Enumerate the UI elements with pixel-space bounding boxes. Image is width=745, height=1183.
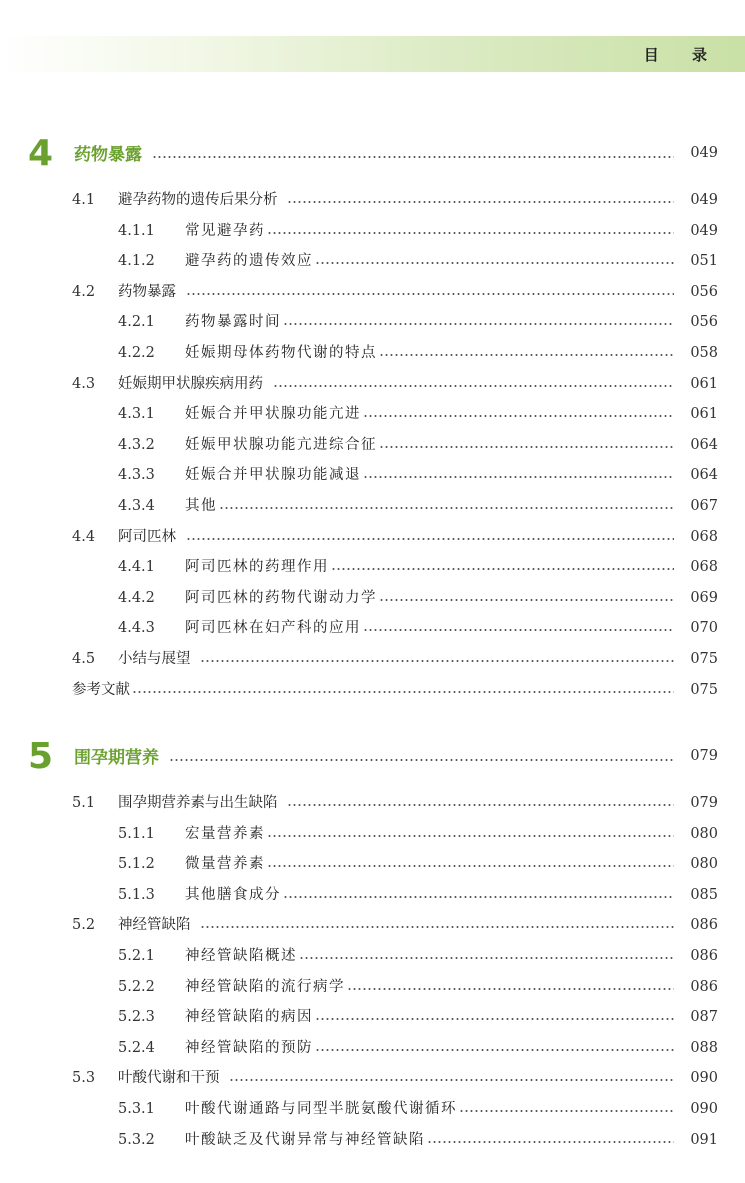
dot-leader xyxy=(363,414,674,418)
dot-leader xyxy=(273,384,674,388)
toc-section-row[interactable] xyxy=(0,188,745,212)
page-number: 061 xyxy=(690,406,718,423)
section-label: 常见避孕药 xyxy=(185,222,265,239)
dot-leader xyxy=(379,445,674,449)
page-number: 069 xyxy=(690,589,718,606)
section-label: 叶酸代谢通路与同型半胱氨酸代谢循环 xyxy=(185,1101,457,1117)
section-number: 5.2.2 xyxy=(118,978,155,995)
toc-section-row[interactable] xyxy=(0,913,745,937)
dot-leader xyxy=(283,322,674,326)
page-number: 056 xyxy=(690,283,718,300)
toc-subsection-row[interactable] xyxy=(0,433,745,457)
dot-leader xyxy=(347,987,674,991)
page-number: 086 xyxy=(690,948,718,964)
page-number: 080 xyxy=(690,856,718,873)
section-number: 5.1.1 xyxy=(118,825,155,842)
toc-subsection-row[interactable] xyxy=(0,1128,745,1152)
section-number: 5.3 xyxy=(72,1070,96,1087)
chapter-title: 药物暴露 xyxy=(74,145,142,165)
page-number: 079 xyxy=(690,795,718,811)
section-label: 叶酸缺乏及代谢异常与神经管缺陷 xyxy=(185,1131,425,1148)
section-label: 避孕药的遗传效应 xyxy=(185,253,313,270)
dot-leader xyxy=(287,803,674,807)
toc-subsection-row[interactable] xyxy=(0,219,745,243)
page-number: 070 xyxy=(690,620,718,637)
toc-subsection-row[interactable] xyxy=(0,975,745,999)
dot-leader xyxy=(379,353,674,357)
section-number: 4.1 xyxy=(72,192,96,208)
dot-leader xyxy=(267,834,674,838)
page-number: 058 xyxy=(690,345,718,361)
section-number: 4.4.3 xyxy=(118,620,155,637)
section-label: 参考文献 xyxy=(72,681,130,698)
section-label: 阿司匹林 xyxy=(118,528,176,545)
page-number: 075 xyxy=(690,651,718,667)
section-number: 5.2.4 xyxy=(118,1039,155,1056)
section-number: 4.2.1 xyxy=(118,314,155,331)
page-number: 080 xyxy=(690,825,718,842)
section-number: 4.4 xyxy=(72,528,96,545)
dot-leader xyxy=(219,506,674,510)
section-number: 4.2 xyxy=(72,283,96,300)
dot-leader xyxy=(331,567,674,571)
dot-leader xyxy=(152,155,674,159)
section-number: 5.3.2 xyxy=(118,1131,155,1148)
page-number: 064 xyxy=(690,467,718,484)
toc-subsection-row[interactable] xyxy=(0,249,745,273)
dot-leader xyxy=(315,261,674,265)
section-number: 4.3.1 xyxy=(118,406,155,423)
page-number: 049 xyxy=(690,145,718,161)
page-number: 088 xyxy=(690,1039,718,1056)
dot-leader xyxy=(283,895,674,899)
toc-subsection-row[interactable] xyxy=(0,555,745,579)
page-number: 068 xyxy=(690,559,718,576)
section-number: 5.1 xyxy=(72,795,96,811)
page-number: 090 xyxy=(690,1101,718,1117)
toc-section-row[interactable] xyxy=(0,280,745,304)
section-number: 4.3 xyxy=(72,375,96,392)
page-number: 087 xyxy=(690,1009,718,1026)
chapter-heading[interactable] xyxy=(0,736,745,777)
toc-subsection-row[interactable] xyxy=(0,1005,745,1029)
dot-leader xyxy=(267,231,674,235)
section-label: 宏量营养素 xyxy=(185,825,265,842)
section-number: 5.2.3 xyxy=(118,1009,155,1026)
dot-leader xyxy=(315,1048,674,1052)
section-label: 神经管缺陷概述 xyxy=(185,948,297,964)
section-label: 神经管缺陷的病因 xyxy=(185,1009,313,1026)
section-label: 神经管缺陷的流行病学 xyxy=(185,978,345,995)
toc-subsection-row[interactable] xyxy=(0,822,745,846)
section-label: 阿司匹林的药理作用 xyxy=(185,559,329,576)
section-label: 药物暴露 xyxy=(118,283,176,300)
section-number: 4.1.2 xyxy=(118,253,155,270)
section-label: 其他 xyxy=(185,498,217,514)
toc-subsection-row[interactable] xyxy=(0,616,745,640)
section-label: 叶酸代谢和干预 xyxy=(118,1070,220,1087)
toc-subsection-row[interactable] xyxy=(0,310,745,334)
dot-leader xyxy=(427,1140,674,1144)
section-label: 围孕期营养素与出生缺陷 xyxy=(118,795,278,811)
toc-section-row[interactable] xyxy=(0,791,745,815)
section-number: 4.2.2 xyxy=(118,345,155,361)
page-number: 049 xyxy=(690,222,718,239)
page-number: 051 xyxy=(690,253,718,270)
toc-subsection-row[interactable] xyxy=(0,852,745,876)
page-number: 086 xyxy=(690,978,718,995)
page-number: 061 xyxy=(690,375,718,392)
page-number: 056 xyxy=(690,314,718,331)
toc-subsection-row[interactable] xyxy=(0,402,745,426)
toc-subsection-row[interactable] xyxy=(0,494,745,518)
dot-leader xyxy=(200,659,674,663)
dot-leader xyxy=(267,864,674,868)
dot-leader xyxy=(186,537,674,541)
section-label: 妊娠合并甲状腺功能减退 xyxy=(185,467,361,484)
section-number: 4.5 xyxy=(72,651,96,667)
section-label: 微量营养素 xyxy=(185,856,265,873)
toc-section-row[interactable] xyxy=(0,372,745,396)
section-number: 5.2 xyxy=(72,917,96,934)
section-number: 4.1.1 xyxy=(118,222,155,239)
toc-subsection-row[interactable] xyxy=(0,1036,745,1060)
section-number: 4.4.1 xyxy=(118,559,155,576)
chapter-number: 4 xyxy=(28,133,54,174)
page-number: 064 xyxy=(690,436,718,453)
dot-leader xyxy=(299,956,674,960)
page-number: 091 xyxy=(690,1131,718,1148)
dot-leader xyxy=(229,1078,674,1082)
page-number: 090 xyxy=(690,1070,718,1087)
section-label: 妊娠甲状腺功能亢进综合征 xyxy=(185,436,377,453)
section-label: 阿司匹林在妇产科的应用 xyxy=(185,620,361,637)
section-label: 妊娠合并甲状腺功能亢进 xyxy=(185,406,361,423)
section-label: 药物暴露时间 xyxy=(185,314,281,331)
section-label: 神经管缺陷的预防 xyxy=(185,1039,313,1056)
toc-subsection-row[interactable] xyxy=(0,586,745,610)
page-number: 049 xyxy=(690,192,718,208)
page-number: 085 xyxy=(690,886,718,903)
section-number: 4.3.2 xyxy=(118,436,155,453)
dot-leader xyxy=(186,292,674,296)
toc-section-row[interactable] xyxy=(0,525,745,549)
section-label: 妊娠期母体药物代谢的特点 xyxy=(185,345,377,361)
header-title: 目 录 xyxy=(643,46,721,64)
header-band xyxy=(0,36,745,72)
dot-leader xyxy=(169,758,674,762)
toc-subsection-row[interactable] xyxy=(0,463,745,487)
toc-subsection-row[interactable] xyxy=(0,883,745,907)
section-number: 4.3.4 xyxy=(118,498,155,514)
section-number: 5.1.3 xyxy=(118,886,155,903)
dot-leader xyxy=(315,1017,674,1021)
dot-leader xyxy=(363,475,674,479)
section-label: 阿司匹林的药物代谢动力学 xyxy=(185,589,377,606)
section-number: 4.4.2 xyxy=(118,589,155,606)
section-number: 5.3.1 xyxy=(118,1101,155,1117)
chapter-heading[interactable] xyxy=(0,133,745,174)
page-number: 067 xyxy=(690,498,718,514)
dot-leader xyxy=(132,690,674,694)
dot-leader xyxy=(287,200,674,204)
chapter-title: 围孕期营养 xyxy=(74,748,159,768)
toc-section-row[interactable] xyxy=(0,1066,745,1090)
toc-section-row[interactable] xyxy=(0,647,745,671)
chapter-number: 5 xyxy=(28,736,54,777)
section-number: 5.2.1 xyxy=(118,948,155,964)
toc-subsection-row[interactable] xyxy=(0,944,745,968)
section-label: 其他膳食成分 xyxy=(185,886,281,903)
toc-subsection-row[interactable] xyxy=(0,341,745,365)
toc-references-row[interactable] xyxy=(0,678,745,702)
section-number: 5.1.2 xyxy=(118,856,155,873)
page-number: 079 xyxy=(690,748,718,764)
section-label: 避孕药物的遗传后果分析 xyxy=(118,192,278,208)
page-number: 075 xyxy=(690,681,718,698)
section-label: 妊娠期甲状腺疾病用药 xyxy=(118,375,263,392)
section-label: 神经管缺陷 xyxy=(118,917,191,934)
toc-subsection-row[interactable] xyxy=(0,1097,745,1121)
page-number: 086 xyxy=(690,917,718,934)
dot-leader xyxy=(200,925,674,929)
section-label: 小结与展望 xyxy=(118,651,191,667)
dot-leader xyxy=(363,628,674,632)
section-number: 4.3.3 xyxy=(118,467,155,484)
page-number: 068 xyxy=(690,528,718,545)
dot-leader xyxy=(459,1109,674,1113)
dot-leader xyxy=(379,598,674,602)
